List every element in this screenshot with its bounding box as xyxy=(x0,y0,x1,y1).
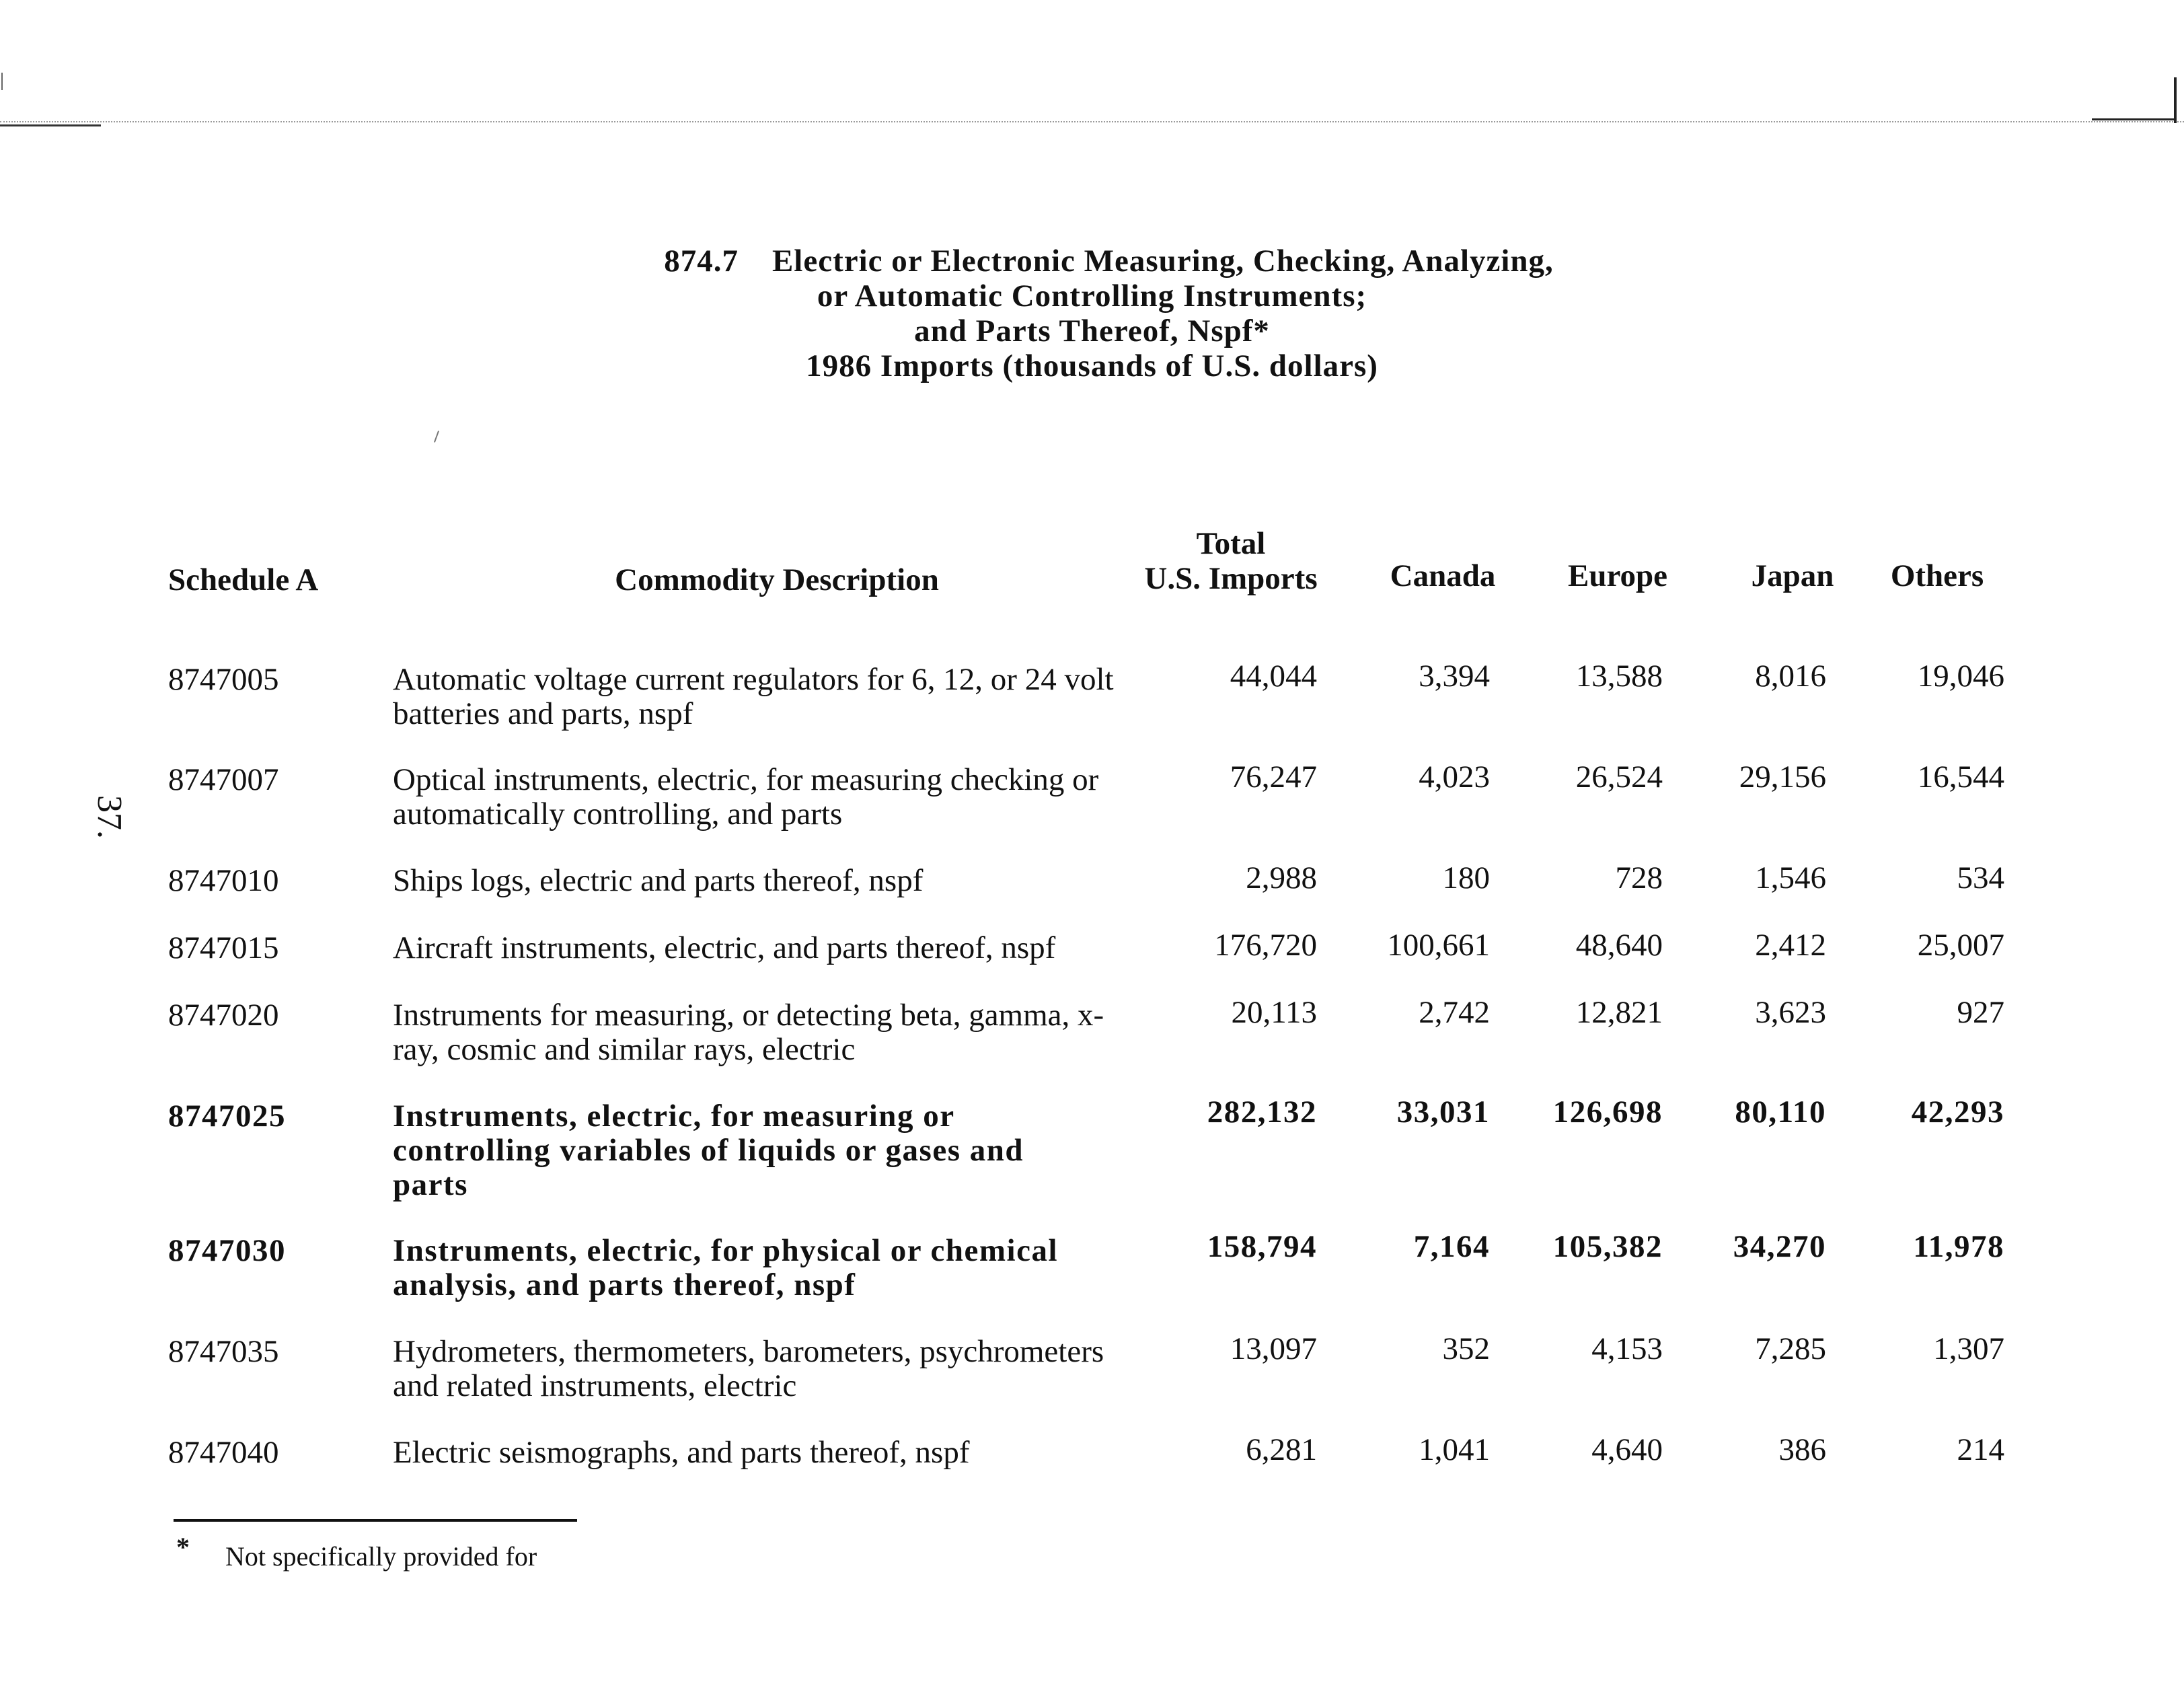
footnote-text: Not specifically provided for xyxy=(225,1541,537,1572)
corner-mark xyxy=(2174,77,2177,123)
row-total: 20,113 xyxy=(1231,995,1317,1030)
header-europe: Europe xyxy=(1568,558,1667,593)
header-japan: Japan xyxy=(1751,558,1834,593)
row-europe: 105,382 xyxy=(1552,1229,1663,1264)
title-line-1 xyxy=(17,244,2184,279)
row-description: Electric seismographs, and parts thereof, nspf xyxy=(393,1435,970,1470)
row-canada: 1,041 xyxy=(1419,1432,1490,1467)
row-others: 214 xyxy=(1957,1432,2004,1467)
row-code: 8747020 xyxy=(168,998,279,1033)
row-code: 8747005 xyxy=(168,662,279,697)
row-japan: 1,546 xyxy=(1755,860,1826,895)
title-line-1-text: Electric or Electronic Measuring, Checking, Analyzing, xyxy=(771,244,1554,279)
footnote-mark: * xyxy=(176,1532,190,1562)
row-others: 927 xyxy=(1957,995,2004,1030)
row-canada: 7,164 xyxy=(1413,1229,1490,1264)
title-line-2: or Automatic Controlling Instruments; xyxy=(817,279,1367,313)
row-europe: 4,640 xyxy=(1591,1432,1663,1467)
header-total-line-2: U.S. Imports xyxy=(1144,561,1318,596)
header-canada: Canada xyxy=(1390,558,1496,593)
row-canada: 180 xyxy=(1442,860,1490,895)
row-japan: 7,285 xyxy=(1755,1331,1826,1366)
row-total: 13,097 xyxy=(1230,1331,1317,1366)
row-total: 176,720 xyxy=(1214,928,1317,963)
row-code: 8747035 xyxy=(168,1334,279,1369)
page-title xyxy=(0,244,2184,383)
row-canada: 100,661 xyxy=(1387,928,1490,963)
row-code: 8747007 xyxy=(168,762,279,797)
row-total: 282,132 xyxy=(1207,1095,1317,1130)
row-others: 25,007 xyxy=(1917,928,2004,963)
row-description: Instruments for measuring, or detecting beta, gamma, x-ray, cosmic and similar rays, electric xyxy=(393,998,1104,1067)
row-total: 2,988 xyxy=(1246,860,1317,895)
row-code: 8747010 xyxy=(168,863,279,898)
row-japan: 8,016 xyxy=(1755,659,1826,694)
row-europe: 4,153 xyxy=(1591,1331,1663,1366)
row-others: 11,978 xyxy=(1913,1229,2004,1264)
row-code: 8747030 xyxy=(168,1233,286,1268)
header-total-line-1: Total xyxy=(1196,526,1266,561)
top-rule-left xyxy=(0,124,101,126)
row-others: 16,544 xyxy=(1917,760,2004,794)
row-canada: 4,023 xyxy=(1419,760,1490,794)
row-code: 8747015 xyxy=(168,930,279,965)
row-japan: 386 xyxy=(1778,1432,1826,1467)
row-canada: 352 xyxy=(1442,1331,1490,1366)
row-others: 42,293 xyxy=(1911,1095,2004,1130)
row-japan: 29,156 xyxy=(1739,760,1826,794)
left-edge-mark xyxy=(1,73,3,90)
row-total: 6,281 xyxy=(1246,1432,1317,1467)
row-others: 19,046 xyxy=(1917,659,2004,694)
row-description: Optical instruments, electric, for measuring checking or automatically controlling, and parts xyxy=(393,762,1099,831)
footnote-rule xyxy=(174,1519,577,1522)
header-description: Commodity Description xyxy=(615,562,939,597)
row-europe: 126,698 xyxy=(1552,1095,1663,1130)
row-description: Instruments, electric, for physical or chemical analysis, and parts thereof, nspf xyxy=(393,1233,1058,1302)
row-description: Instruments, electric, for measuring or controlling variables of liquids or gases and parts xyxy=(393,1099,1024,1202)
stray-mark xyxy=(434,431,439,443)
page-number: 37. xyxy=(90,795,128,839)
row-europe: 48,640 xyxy=(1575,928,1663,963)
row-europe: 12,821 xyxy=(1575,995,1663,1030)
row-description: Aircraft instruments, electric, and parts thereof, nspf xyxy=(393,930,1056,965)
title-line-4: 1986 Imports (thousands of U.S. dollars) xyxy=(806,348,1378,383)
row-japan: 80,110 xyxy=(1735,1095,1826,1130)
top-rule-right xyxy=(2092,118,2176,120)
row-europe: 728 xyxy=(1615,860,1663,895)
row-code: 8747025 xyxy=(168,1099,286,1134)
row-canada: 3,394 xyxy=(1419,659,1490,694)
row-description: Automatic voltage current regulators for 6, 12, or 24 volt batteries and parts, nspf xyxy=(393,662,1114,731)
row-europe: 13,588 xyxy=(1575,659,1663,694)
row-code: 8747040 xyxy=(168,1435,279,1470)
header-total xyxy=(1117,526,1345,596)
row-others: 1,307 xyxy=(1933,1331,2004,1366)
row-total: 158,794 xyxy=(1207,1229,1317,1264)
title-line-3: and Parts Thereof, Nspf* xyxy=(914,313,1270,348)
row-others: 534 xyxy=(1957,860,2004,895)
row-europe: 26,524 xyxy=(1575,760,1663,794)
row-total: 76,247 xyxy=(1230,760,1317,794)
row-description: Hydrometers, thermometers, barometers, psychrometers and related instruments, electric xyxy=(393,1334,1104,1403)
row-total: 44,044 xyxy=(1230,659,1317,694)
row-canada: 2,742 xyxy=(1419,995,1490,1030)
row-canada: 33,031 xyxy=(1396,1095,1490,1130)
title-code: 874.7 xyxy=(664,244,739,279)
header-schedule: Schedule A xyxy=(168,562,319,597)
row-japan: 2,412 xyxy=(1755,928,1826,963)
row-japan: 3,623 xyxy=(1755,995,1826,1030)
header-others: Others xyxy=(1890,558,1984,593)
top-dotted-rule xyxy=(0,121,2184,122)
row-japan: 34,270 xyxy=(1733,1229,1826,1264)
row-description: Ships logs, electric and parts thereof, nspf xyxy=(393,863,924,898)
